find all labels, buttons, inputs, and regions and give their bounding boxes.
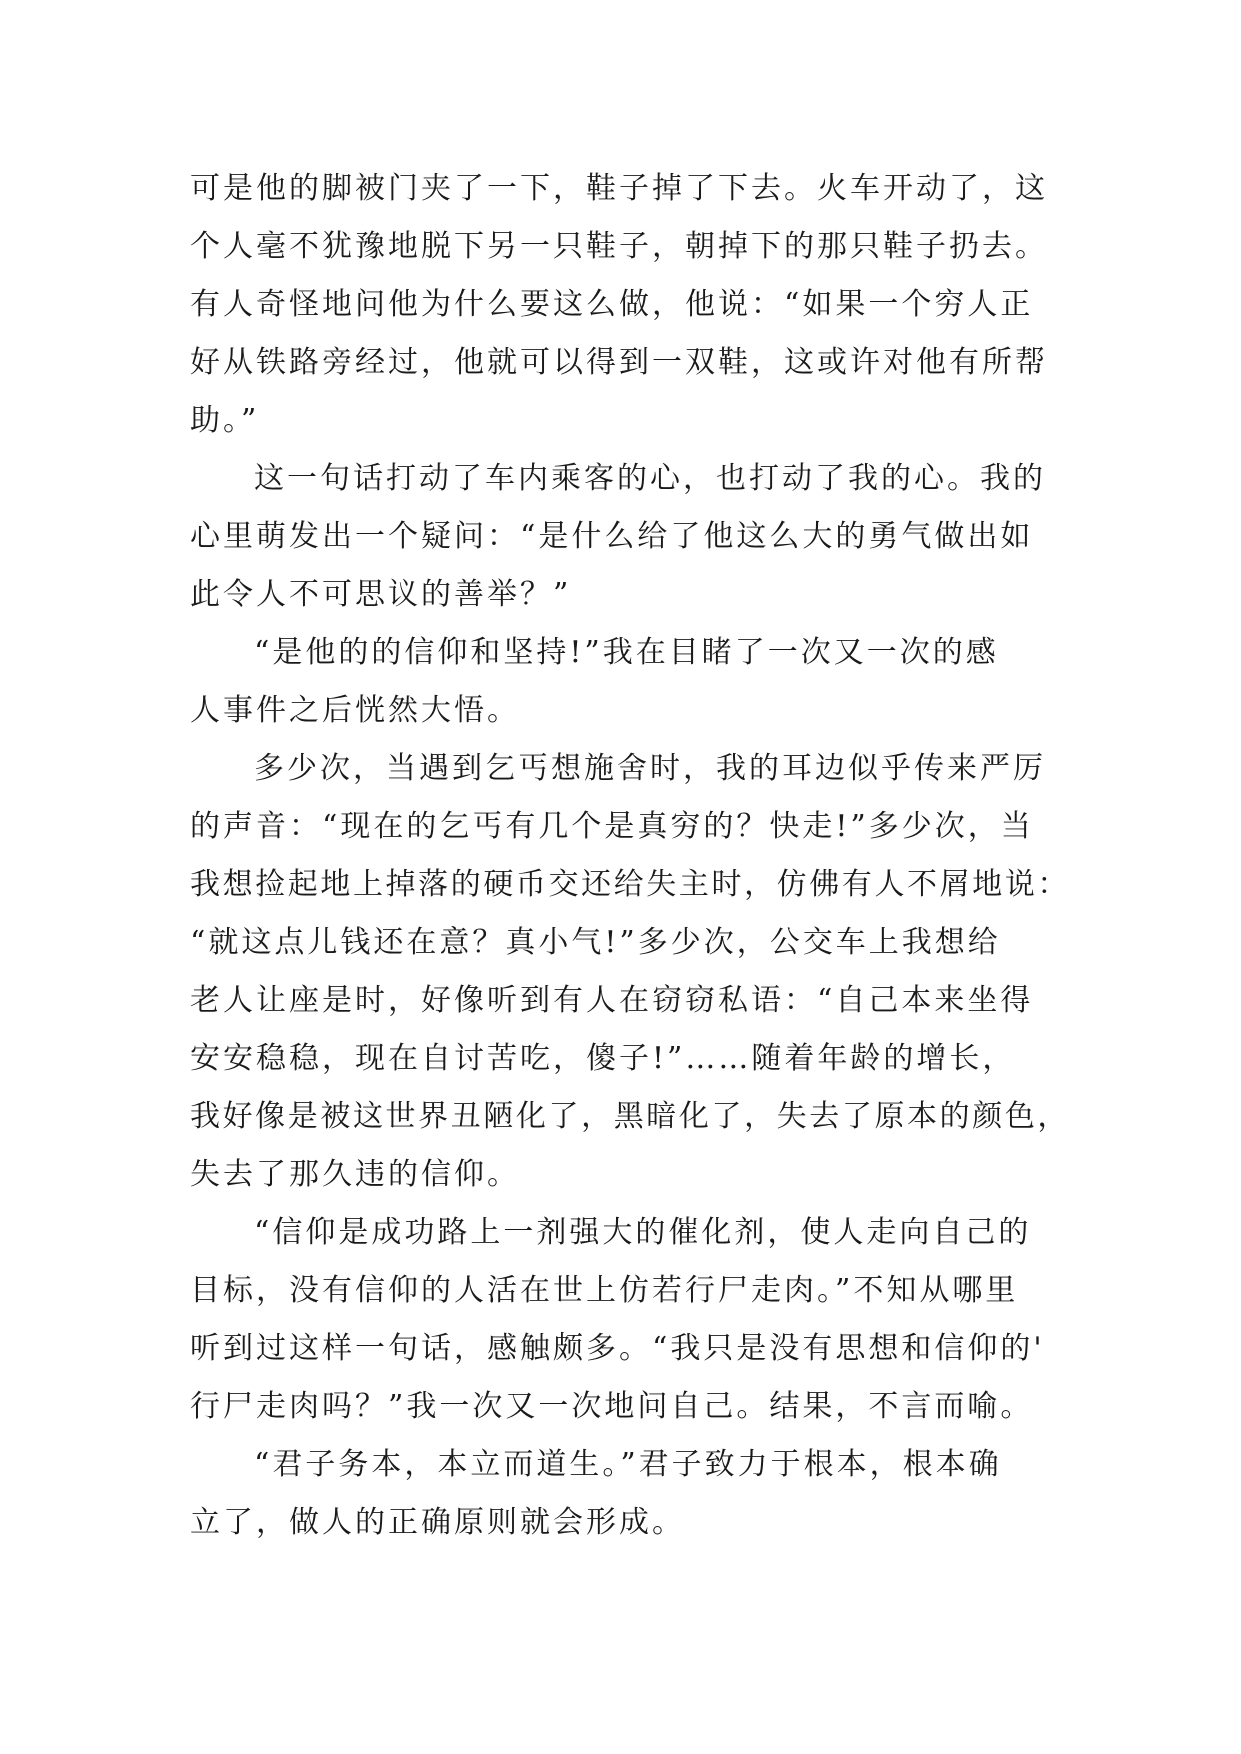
text-line: 此令人不可思议的善举？” <box>190 577 572 612</box>
text-line: 助。” <box>190 403 260 438</box>
text-line: 的声音：“现在的乞丐有几个是真穷的？快走!”多少次，当 <box>190 809 1034 844</box>
body-text <box>190 160 1070 1552</box>
text-line: 老人让座是时，好像听到有人在窃窃私语：“自己本来坐得 <box>190 983 1034 1018</box>
text-line: 听到过这样一句话，感触颇多。“我只是没有思想和信仰的' <box>190 1331 1045 1366</box>
paragraph-first-line: “君子务本，本立而道生。”君子致力于根本，根本确 <box>254 1447 1002 1482</box>
text-line: 人事件之后恍然大悟。 <box>190 693 520 728</box>
text-line: 心里萌发出一个疑问：“是什么给了他这么大的勇气做出如 <box>190 519 1034 554</box>
text-line: 失去了那久违的信仰。 <box>190 1157 520 1192</box>
text-line: 有人奇怪地问他为什么要这么做，他说：“如果一个穷人正 <box>190 287 1034 322</box>
paragraph-first-line: “信仰是成功路上一剂强大的催化剂，使人走向自己的 <box>254 1215 1032 1250</box>
paragraph-first-line: “是他的的信仰和坚持!”我在目睹了一次又一次的感 <box>254 635 999 670</box>
paragraph-first-line: 多少次，当遇到乞丐想施舍时，我的耳边似乎传来严厉 <box>254 751 1046 786</box>
text-line: 安安稳稳，现在自讨苦吃，傻子!”……随着年龄的增长， <box>190 1041 1016 1076</box>
paragraph-first-line: 这一句话打动了车内乘客的心，也打动了我的心。我的 <box>254 461 1046 496</box>
text-line: “就这点儿钱还在意？真小气!”多少次，公交车上我想给 <box>190 925 1001 960</box>
text-line: 可是他的脚被门夹了一下，鞋子掉了下去。火车开动了，这 <box>190 171 1048 206</box>
text-line: 行尸走肉吗？”我一次又一次地问自己。结果，不言而喻。 <box>190 1389 1034 1424</box>
text-line: 我想捡起地上掉落的硬币交还给失主时，仿佛有人不屑地说： <box>190 867 1070 902</box>
text-line: 立了，做人的正确原则就会形成。 <box>190 1505 685 1540</box>
text-line: 个人毫不犹豫地脱下另一只鞋子，朝掉下的那只鞋子扔去。 <box>190 229 1048 264</box>
text-line: 好从铁路旁经过，他就可以得到一双鞋，这或许对他有所帮 <box>190 345 1048 380</box>
text-line: 我好像是被这世界丑陋化了，黑暗化了，失去了原本的颜色， <box>190 1099 1070 1134</box>
text-line: 目标，没有信仰的人活在世上仿若行尸走肉。”不知从哪里 <box>190 1273 1019 1308</box>
